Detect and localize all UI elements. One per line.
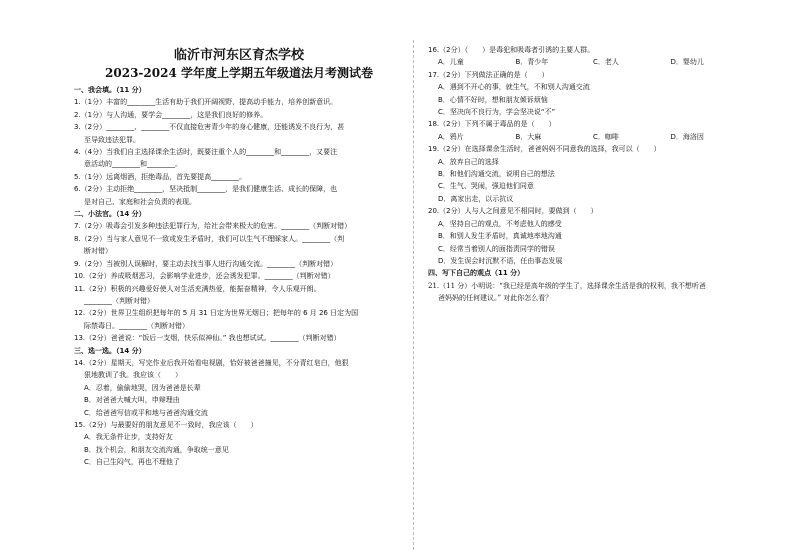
school-title: 临沂市河东区育杰学校 <box>173 48 304 63</box>
exam-title: 2023-2024 学年度上学期五年级道法月考测试卷 <box>105 66 373 80</box>
question-12-cont: 际禁毒日。________（判断对错） <box>84 321 189 330</box>
option: A．鸦片 <box>438 132 464 141</box>
section-heading: 三、选一选。（14 分） <box>74 346 146 355</box>
option: C．坚决向不良行为，学会坚决说“不” <box>438 108 556 117</box>
question-19: 19.（2分）在选择课余生活时，爸爸妈妈不同意我的选择，我可以（ ） <box>428 145 661 154</box>
option: D．发生误会时沉默不语，任由事态发展 <box>438 256 563 265</box>
option: A．遇到不开心的事，就生气，不和别人沟通交流 <box>438 83 590 92</box>
question-11: 11.（2分）积极的兴趣爱好使人对生活充满热爱，能振奋精神，令人乐观开朗。 <box>74 284 321 293</box>
question-15: 15.（2分）与最要好的朋友意见不一致时，我应该（ ） <box>74 420 258 429</box>
option: C．老人 <box>593 58 619 67</box>
question-11-cont: ________（判断对错） <box>84 296 154 305</box>
option: B．和他们沟通交流，说明自己的想法 <box>438 170 555 179</box>
right-column <box>428 44 748 305</box>
option: B．和别人发生矛盾时，真诚地率地沟通 <box>438 232 562 241</box>
question-4: 4.（4分）当我们自主选择课余生活时，既要注重个人的________和________，又要注 <box>74 148 338 157</box>
options-row <box>428 131 748 143</box>
option: B．找个机会，和朋友交流沟通，争取统一意见 <box>84 445 229 454</box>
option: A．儿童 <box>438 58 464 67</box>
section-heading: 四、写下自己的观点（11 分） <box>428 269 525 278</box>
question-10: 10.（2分）养成吸烟恶习，会影响学业进步，还会诱发犯罪。________（判断对错） <box>74 272 335 281</box>
section-heading: 二、小法官。（14 分） <box>74 210 146 219</box>
question-20: 20.（2分）人与人之间意见不相同时，要做到（ ） <box>428 207 598 216</box>
option: D．婴幼儿 <box>670 58 704 67</box>
question-6-cont: 是对自己、家庭和社会负责的表现。 <box>84 197 196 206</box>
option: C．给爸爸写信或平和地与爸爸沟通交流 <box>84 408 208 417</box>
question-17: 17.（2分）下列做法正确的是（ ） <box>428 70 549 79</box>
question-3: 3.（2分）________、________不仅直接危害青少年的身心健康，还能诱发不良行为，甚 <box>74 123 345 132</box>
question-12: 12.（2分）世界卫生组织把每年的 5 月 31 日定为世界无烟日；把每年的 6 月 26 日定为国 <box>74 309 359 318</box>
question-5: 5.（1分）远离烟酒，拒绝毒品，首先要提高________。 <box>74 172 247 181</box>
question-2: 2.（1分）与人沟通，要学会________，这是我们良好的修养。 <box>74 110 268 119</box>
section-heading: 一、我会填。（11 分） <box>74 86 146 94</box>
option: C．咖啡 <box>593 132 619 141</box>
question-9: 9.（2分）当被别人误解时，要主动去找当事人进行沟通交流。________（判断对错） <box>74 259 338 268</box>
question-21-cont: 爸妈妈的任何建议。” 对此你怎么看？ <box>438 294 553 303</box>
question-8: 8.（2分）当与家人意见不一致或发生矛盾时，我们可以生气不理睬家人。________（判 <box>74 234 345 243</box>
option: B．青少年 <box>515 58 549 67</box>
column-divider <box>413 40 414 550</box>
question-14-cont: 狠地教训了我。我应该（ ） <box>84 371 182 380</box>
option: B．心情不好时，想和朋友倾诉烦恼 <box>438 95 548 104</box>
question-4-cont: 意活动的________和________。 <box>84 160 182 169</box>
question-7: 7.（2分）吸毒会引发多种违法犯罪行为，给社会带来极大的危害。________（判断对错） <box>74 222 352 231</box>
option: D．海洛因 <box>670 132 704 141</box>
question-13: 13.（2分）爸爸说：“饭后一支烟，快乐似神仙。” 我也想试试。________（判断对错） <box>74 334 341 343</box>
option: A．放弃自己的选择 <box>438 157 499 166</box>
option: B．对爸爸大喊大叫，申辩理由 <box>84 396 180 405</box>
option: A．坚持自己的观点，不考虑他人的感受 <box>438 219 562 228</box>
question-16: 16.（2分）（ ）是毒犯和吸毒者引诱的主要人群。 <box>428 46 595 54</box>
question-1: 1.（1分）丰富的________生活有助于我们开阔视野，提高动手能力，培养创新意识。 <box>74 98 338 107</box>
option: C．经常当着别人的面指责同学的错误 <box>438 244 555 253</box>
question-18: 18.（2分）下列不属于毒品的是（ ） <box>428 120 556 129</box>
option: C．自己生闷气，再也不理他了 <box>84 458 180 467</box>
question-14: 14.（2分）星期天，写完作业后我开始看电视剧，恰好被爸爸撞见，不分青红皂白，他狠 <box>74 358 349 367</box>
question-21: 21.（11 分）小明说：“我已经是高年级的学生了，选择课余生活是我的权利，我不想听爸 <box>428 281 706 290</box>
option: D．离家出走，以示抗议 <box>438 194 514 203</box>
question-3-cont: 至导致违法犯罪。 <box>84 135 140 144</box>
question-8-cont: 断对错） <box>84 247 112 256</box>
question-6: 6.（2分）主动拒绝________，坚决抵制________，是我们健康生活、成长的保障，也 <box>74 185 338 194</box>
option: A．忍着，偷偷地哭，因为爸爸是长辈 <box>84 383 201 392</box>
option: A．我无条件让步，支持好友 <box>84 433 173 442</box>
option: C．生气、哭闹，强迫他们同意 <box>438 182 534 191</box>
options-row <box>428 56 748 68</box>
option: B．大麻 <box>515 132 542 141</box>
